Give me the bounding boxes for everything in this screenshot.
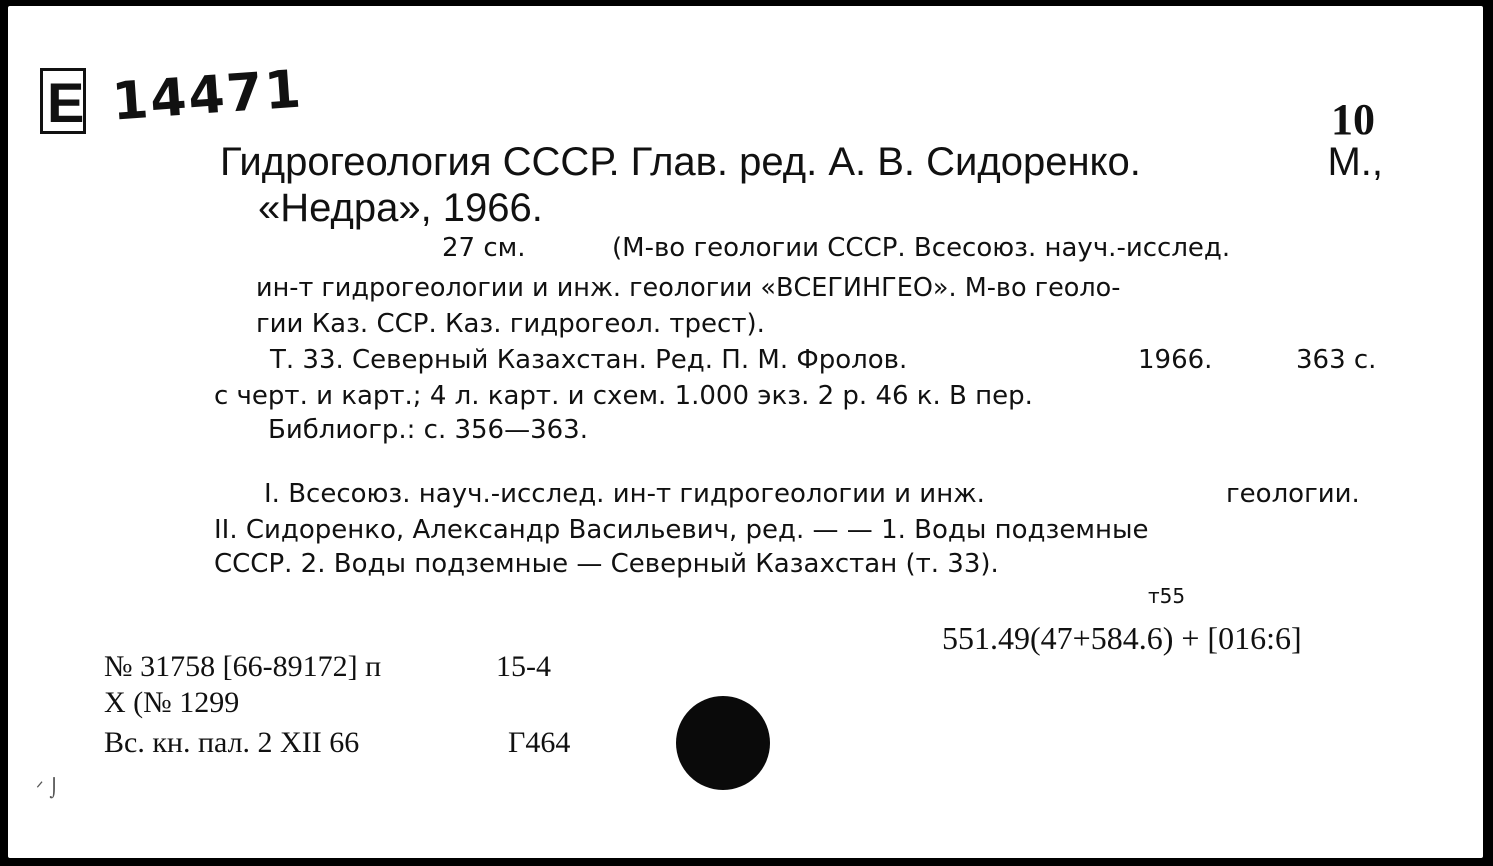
- title-line: [220, 140, 1141, 185]
- punched-hole-icon: [676, 696, 770, 790]
- chamber-date: Вс. кн. пал. 2 XII 66: [104, 726, 360, 759]
- desc-line5: с черт. и карт.; 4 л. карт. и схем. 1.000 экз. 2 р. 46 к. В пер.: [214, 381, 1033, 411]
- registration-number: № 31758 [66-89172] п: [104, 650, 382, 683]
- handwritten-inventory-number: 14471: [110, 59, 305, 133]
- pencil-mark-icon: ᐟ ⌡: [36, 778, 59, 799]
- desc-volume: Т. 33. Северный Казахстан. Ред. П. М. Фролов.: [270, 345, 908, 375]
- subjects-line1: I. Всесоюз. науч.-исслед. ин-т гидрогеологии и инж.: [264, 479, 985, 509]
- title-place: М.,: [1327, 140, 1383, 184]
- subjects-line2: II. Сидоренко, Александр Васильевич, ред. — — 1. Воды подземные: [214, 515, 1149, 545]
- registration-order: Х (№ 1299: [104, 686, 240, 719]
- library-stamp-logo: [40, 68, 86, 134]
- catalog-card: [8, 6, 1483, 858]
- title-main: Гидрогеология СССР. Глав. ред. А. В. Сидоренко.: [220, 140, 1141, 184]
- chamber-code: Г464: [508, 726, 571, 759]
- title-publisher: «Недра», 1966.: [258, 186, 543, 230]
- stamp-letter: E: [47, 71, 85, 134]
- classification-mark: т55: [1148, 584, 1186, 608]
- classification-udc: 551.49(47+584.6) + [016:6]: [942, 620, 1302, 656]
- registration-code: 15-4: [496, 650, 551, 683]
- desc-year: 1966.: [1138, 345, 1213, 375]
- card-number: 10: [1331, 95, 1375, 144]
- desc-size: 27 см.: [442, 233, 526, 263]
- desc-line1: (М-во геологии СССР. Всесоюз. науч.-исслед.: [612, 233, 1231, 263]
- desc-line3: гии Каз. ССР. Каз. гидрогеол. трест).: [256, 309, 765, 339]
- subjects-line3: СССР. 2. Воды подземные — Северный Казахстан (т. 33).: [214, 549, 999, 579]
- desc-pages: 363 с.: [1296, 345, 1377, 375]
- subjects-line1-end: геологии.: [1226, 479, 1360, 509]
- desc-line2: ин-т гидрогеологии и инж. геологии «ВСЕГИНГЕО». М-во геоло-: [256, 273, 1121, 303]
- desc-bibliography: Библиогр.: с. 356—363.: [268, 415, 588, 445]
